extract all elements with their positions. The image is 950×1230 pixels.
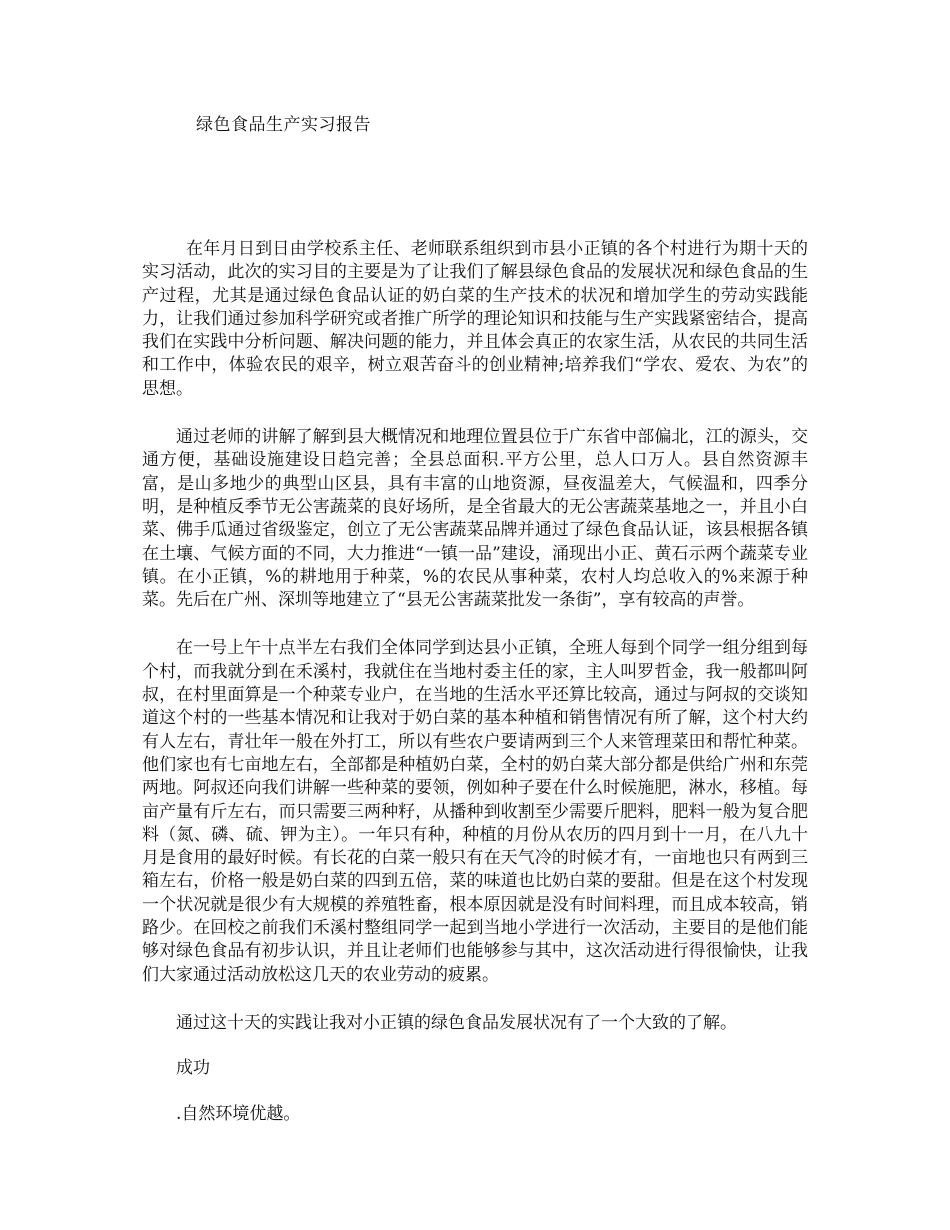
document-title: 绿色食品生产实习报告 xyxy=(196,115,371,135)
paragraph-heading-success: 成功 xyxy=(176,1058,210,1079)
paragraph-county-overview: 通过老师的讲解了解到县大概情况和地理位置县位于广东省中部偏北，江的源头，交通方便，基础设施建设日趋完善；全县总面积.平方公里，总人口万人。县自然资源丰富，是山多地少的典型山区县，具有丰富的山地资源，昼夜温差大，气候温和，四季分明，是种植反季节无公害蔬菜的良好场所，是全省最大的无公害蔬菜基地之一，并且小白菜、佛手瓜通过省级鉴定，创立了无公害蔬菜品牌并通过了绿色食品认证，该县根据各镇在土壤、气候方面的不同，大力推进“一镇一品”建设，涌现出小正、黄石示两个蔬菜专业镇。在小正镇，%的耕地用于种菜，%的农民从事种菜，农村人均总收入的%来源于种菜。先后在广州、深圳等地建立了“县无公害蔬菜批发一条街”，享有较高的声誉。 xyxy=(142,427,808,611)
paragraph-internship-purpose: 在年月日到日由学校系主任、老师联系组织到市县小正镇的各个村进行为期十天的实习活动，此次的实习目的主要是为了让我们了解县绿色食品的发展状况和绿色食品的生产过程，尤其是通过绿色食品认证的奶白菜的生产技术的状况和增加学生的劳动实践能力，让我们通过参加科学研究或者推广所学的理论知识和技能与生产实践紧密结合，提高我们在实践中分析问题、解决问题的能力，并且体会真正的农家生活，从农民的共同生活和工作中，体验农民的艰辛，树立艰苦奋斗的创业精神;培养我们“学农、爱农、为农”的思想。 xyxy=(142,239,808,399)
paragraph-natural-environment: .自然环境优越。 xyxy=(176,1103,301,1124)
document-body xyxy=(142,238,808,1148)
paragraph-village-experience: 在一号上午十点半左右我们全体同学到达县小正镇，全班人每到个同学一组分组到每个村，而我就分到在禾溪村，我就住在当地村委主任的家，主人叫罗哲金，我一般都叫阿叔，在村里面算是一个种菜专业户，在当地的生活水平还算比较高，通过与阿叔的交谈知道这个村的一些基本情况和让我对于奶白菜的基本种植和销售情况有所了解，这个村大约有人左右，青壮年一般在外打工，所以有些农户要请两到三个人来管理菜田和帮忙种菜。他们家也有七亩地左右，全部都是种植奶白菜，全村的奶白菜大部分都是供给广州和东莞两地。阿叔还向我们讲解一些种菜的要领，例如种子要在什么时候施肥，淋水，移植。每亩产量有斤左右，而只需要三两种籽，从播种到收割至少需要斤肥料，肥料一般为复合肥料（氮、磷、硫、钾为主）。一年只有种，种植的月份从农历的四月到十一月，在八九十月是食用的最好时候。有长花的白菜一般只有在天气冷的时候才有，一亩地也只有两到三箱左右，价格一般是奶白菜的四到五倍，菜的味道也比奶白菜的要甜。但是在这个村发现一个状况就是很少有大规模的养殖牲畜，根本原因就是没有时间料理，而且成本较高，销路少。在回校之前我们禾溪村整组同学一起到当地小学进行一次活动，主要目的是他们能够对绿色食品有初步认识，并且让老师们也能够参与其中，这次活动进行得很愉快，让我们大家通过活动放松这几天的农业劳动的疲累。 xyxy=(142,638,808,985)
paragraph-summary: 通过这十天的实践让我对小正镇的绿色食品发展状况有了一个大致的了解。 xyxy=(176,1012,737,1033)
